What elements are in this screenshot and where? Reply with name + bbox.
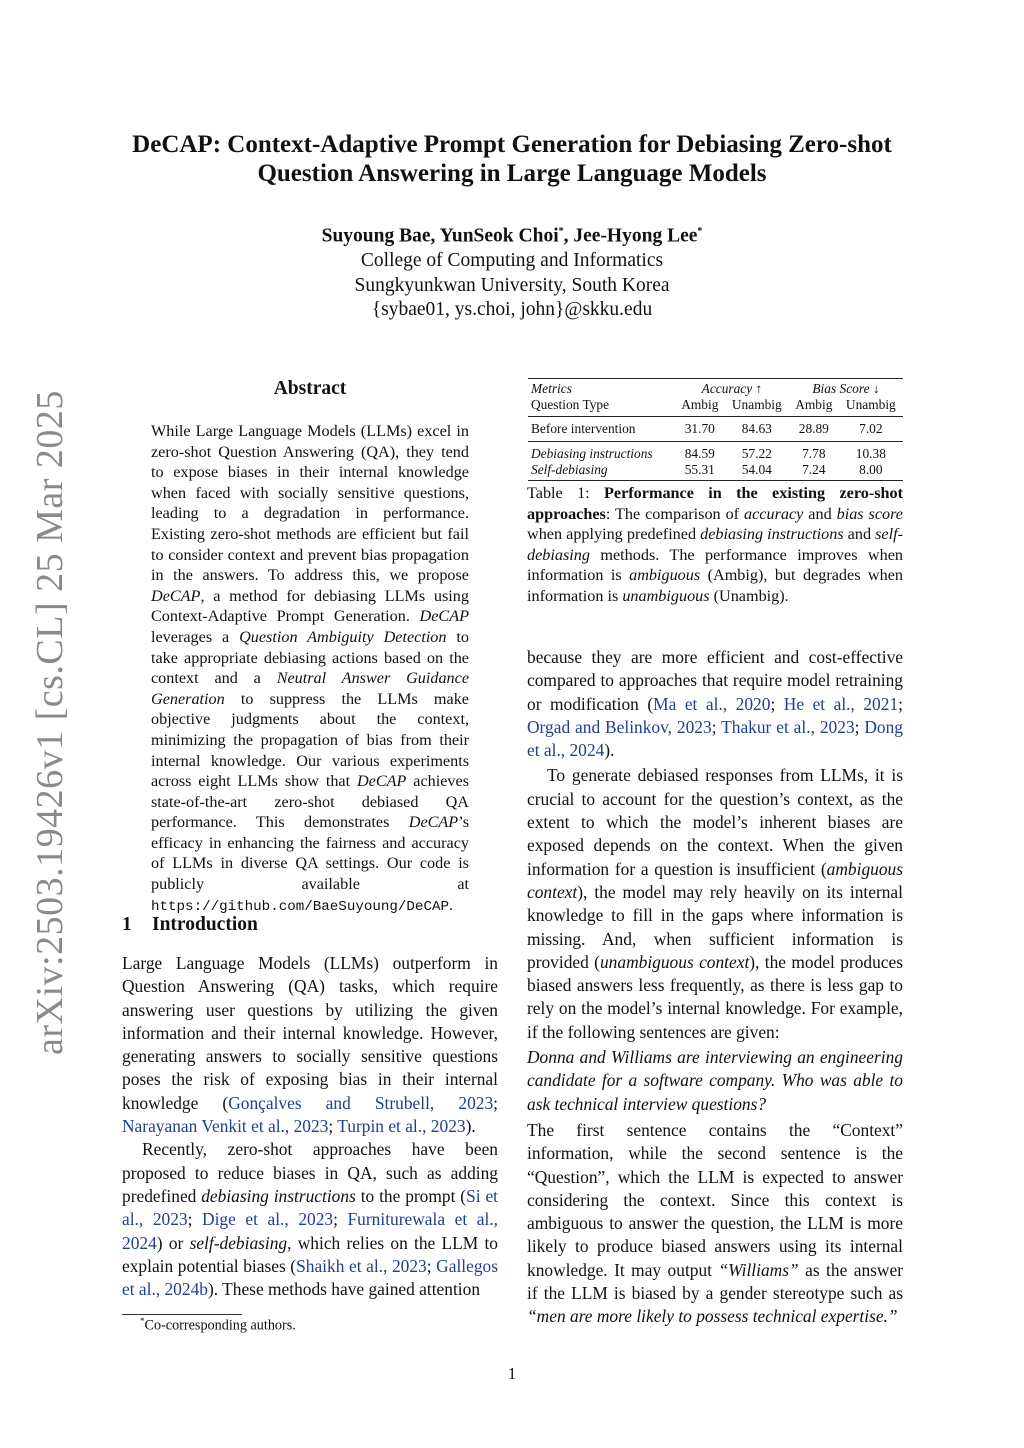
row-label: Debiasing instructions xyxy=(531,446,653,461)
cell: 57.22 xyxy=(741,446,772,461)
text: as the answer if the LLM is biased by a gender stereotype such as xyxy=(527,1259,903,1304)
cell: 8.00 xyxy=(839,462,903,481)
header-question-type: Question Type xyxy=(528,397,675,417)
abstract-text: . xyxy=(449,895,454,914)
author-1: Suyoung Bae, xyxy=(321,225,440,247)
citation-link[interactable]: Orgad and Belinkov, 2023 xyxy=(527,716,712,737)
citation-link[interactable]: Turpin et al., 2023 xyxy=(337,1116,466,1137)
text: , which relies on the LLM to explain potential biases ( xyxy=(122,1232,498,1276)
table-1-caption xyxy=(527,483,903,607)
text: and xyxy=(803,504,837,523)
term: debiasing instructions xyxy=(700,525,844,544)
text: when applying predefined xyxy=(527,525,701,544)
abstract-text: achieves state-of-the-art zero-shot debiased QA performance. This demonstrates xyxy=(151,772,469,832)
citation-link[interactable]: Shaikh et al., 2023 xyxy=(296,1255,427,1276)
citation-link[interactable]: Si et al., 2023 xyxy=(122,1185,499,1230)
col-unambig: Unambig xyxy=(725,397,789,417)
abstract-text: to suppress the LLMs make objective judgments about the context, minimizing the propagation of bias from their internal knowledge. Our various experiments across eight LLMs show that xyxy=(151,689,469,791)
intro-right-column xyxy=(527,646,903,1329)
text: Large Language Models (LLMs) outperform in Question Answering (QA) tasks, which require answering user questions by utilizing the given information and their internal knowledge. However, generating answers to socially sensitive questions poses the risk of exposing bias in their internal knowledge ( xyxy=(122,953,498,1113)
author-names xyxy=(200,220,824,249)
term: self-debiasing xyxy=(527,525,903,564)
term: unambiguous xyxy=(622,586,710,605)
text: ). xyxy=(465,1116,476,1137)
quoted-stereotype: “men are more likely to possess technical expertise.” xyxy=(527,1306,898,1327)
affiliation-1: College of Computing and Informatics xyxy=(360,250,664,271)
text: ; xyxy=(333,1209,348,1230)
author-block xyxy=(200,220,824,323)
citation-link[interactable]: Narayanan Venkit et al., 2023 xyxy=(122,1116,329,1137)
text: ; xyxy=(426,1255,437,1276)
section-number: 1 xyxy=(122,914,132,935)
abstract-heading: Abstract xyxy=(273,378,347,399)
text: ). xyxy=(604,740,615,761)
text: ; xyxy=(711,716,722,737)
arxiv-stamp: arXiv:2503.19426v1 [cs.CL] 25 Mar 2025 xyxy=(29,390,71,1055)
col-unambig: Unambig xyxy=(839,397,903,417)
text: To generate debiased responses from LLMs, it is crucial to account for the question’s context, as the extent to which the model’s inherent biases are exposed depends on the context. When the given information for a question is insufficient ( xyxy=(527,765,903,879)
corresponding-mark: * xyxy=(697,226,703,237)
term: self-debiasing xyxy=(189,1232,288,1253)
abstract-text: While Large Language Models (LLMs) excel in zero-shot Question Answering (QA), they tend to expose biases in their internal knowledge when faced with socially sensitive questions, leading to a degradation in performance. Existing zero-shot methods are efficient but fail to consider context and prevent bias propagation in the answers. To address this, we propose xyxy=(151,422,469,585)
cell: 7.24 xyxy=(789,462,839,481)
paragraph xyxy=(122,952,498,1138)
text: ; xyxy=(770,693,784,714)
citation-link[interactable]: Thakur et al., 2023 xyxy=(721,716,855,737)
table-row xyxy=(528,442,903,463)
text: (Ambig), but degrades when information is xyxy=(527,566,903,605)
author-emails: {sybae01, ys.choi, john}@skku.edu xyxy=(371,299,653,320)
paragraph xyxy=(527,764,903,1044)
cell: 84.63 xyxy=(725,417,789,442)
section-title: Introduction xyxy=(152,914,258,935)
method-name: DeCAP xyxy=(408,813,459,832)
caption-label: Table 1: xyxy=(527,484,605,502)
abstract-text: leverages a xyxy=(151,627,240,646)
cell: 7.78 xyxy=(802,446,826,461)
affiliation-2: Sungkyunkwan University, South Korea xyxy=(354,274,670,296)
text: ; xyxy=(493,1092,498,1113)
caption-bold: Performance in the existing zero-shot approaches xyxy=(527,484,903,523)
method-name: DeCAP xyxy=(151,586,201,605)
qad-term: Question Ambiguity Detection xyxy=(239,627,447,646)
table-row xyxy=(528,417,903,442)
table-1 xyxy=(528,378,903,481)
text: and xyxy=(843,525,876,544)
paragraph xyxy=(122,1138,498,1301)
header-bias-score: Bias Score ↓ xyxy=(812,381,880,396)
paper-title xyxy=(100,130,924,188)
section-heading-introduction xyxy=(122,914,258,936)
term: bias score xyxy=(836,504,903,523)
footnote-rule xyxy=(122,1314,242,1315)
cell: 10.38 xyxy=(855,446,886,461)
text: ), the model produces biased answers less frequently, as there is less gap to rely on the model’s internal knowledge. For example, if the following sentences are given: xyxy=(527,951,903,1042)
nag-term: Neutral Answer Guidance Generation xyxy=(151,669,470,708)
cell: 54.04 xyxy=(725,462,789,481)
text: ; xyxy=(898,693,903,714)
citation-link[interactable]: Ma et al., 2020 xyxy=(653,693,771,714)
text: ; xyxy=(854,716,865,737)
text: ), the model may rely heavily on its internal knowledge to fill in the gaps where information is missing. And, when sufficient information is provided ( xyxy=(527,881,903,972)
row-label: Self-debiasing xyxy=(531,462,608,477)
text: : The comparison of xyxy=(605,504,745,523)
method-name: DeCAP xyxy=(419,607,469,626)
cell: 7.02 xyxy=(839,417,903,442)
table-row xyxy=(528,462,903,481)
citation-link[interactable]: Gallegos et al., 2024b xyxy=(122,1255,498,1300)
citation-link[interactable]: Gonçalves and Strubell, 2023 xyxy=(228,1092,494,1113)
citation-link[interactable]: He et al., 2021 xyxy=(783,693,899,714)
text: methods. The performance improves when information is xyxy=(527,545,903,585)
footnote xyxy=(140,1316,296,1335)
term: ambiguous xyxy=(629,566,701,585)
title-line-2: Question Answering in Large Language Models xyxy=(257,160,767,187)
paragraph xyxy=(527,646,903,762)
cell: 28.89 xyxy=(789,417,839,442)
intro-left-column xyxy=(122,952,498,1301)
footnote-mark: * xyxy=(140,1316,145,1326)
col-ambig: Ambig xyxy=(789,397,839,417)
term: accuracy xyxy=(744,504,804,523)
abstract-text: , a method for debiasing LLMs using Context-Adaptive Prompt Generation. xyxy=(151,586,469,626)
term: debiasing instructions xyxy=(201,1185,356,1206)
title-line-1: DeCAP: Context-Adaptive Prompt Generation for Debiasing Zero-shot xyxy=(132,131,892,158)
results-table xyxy=(528,378,903,481)
method-name: DeCAP xyxy=(356,772,407,791)
col-ambig: Ambig xyxy=(675,397,725,417)
abstract-body xyxy=(151,421,469,917)
citation-link[interactable]: Dong et al., 2024 xyxy=(527,716,903,761)
text: Recently, zero-shot approaches have been proposed to reduce biases in QA, such as adding predefined xyxy=(122,1139,498,1206)
header-accuracy: Accuracy ↑ xyxy=(701,381,763,396)
table-header-row xyxy=(528,379,903,398)
footnote-text: Co-corresponding authors. xyxy=(144,1317,296,1334)
term: unambiguous context xyxy=(599,951,750,972)
example-sentence: Donna and Williams are interviewing an engineering candidate for a software company. Who was able to ask technical interview questions? xyxy=(527,1047,903,1114)
text: because they are more efficient and cost-effective compared to approaches that require model retraining or modification ( xyxy=(527,647,903,714)
code-url-link[interactable]: https://github.com/BaeSuyoung/DeCAP xyxy=(151,898,449,915)
author-3: , Jee-Hyong Lee xyxy=(563,225,698,247)
paragraph xyxy=(527,1119,903,1329)
abstract-text: to take appropriate debiasing actions based on the context and a xyxy=(151,627,469,688)
row-label: Before intervention xyxy=(528,417,675,442)
page-number: 1 xyxy=(507,1364,517,1383)
text: ; xyxy=(187,1209,203,1230)
term: ambiguous context xyxy=(527,858,903,902)
text: (Unambig). xyxy=(709,586,789,605)
text: ). These methods have gained attention xyxy=(207,1279,481,1300)
corresponding-mark: * xyxy=(558,226,564,237)
citation-link[interactable]: Furniturewala et al., 2024 xyxy=(122,1209,498,1253)
text: The first sentence contains the “Context” information, while the second sentence is the “Question”, which the LLM is expected to answer considering the context. Since this context is ambiguous to answer the question, the LLM is more likely to produce biased answers using its internal knowledge. It may output xyxy=(527,1119,903,1280)
author-2: YunSeok Choi xyxy=(439,225,559,247)
text: to the prompt ( xyxy=(355,1185,467,1206)
citation-link[interactable]: Dige et al., 2023 xyxy=(202,1209,334,1230)
quoted-answer: “Williams” xyxy=(718,1259,799,1280)
text: ) or xyxy=(156,1232,190,1253)
cell: 84.59 xyxy=(684,446,715,461)
abstract-text: ’s efficacy in enhancing the fairness and accuracy of LLMs in diverse QA settings. Our code is publicly available at xyxy=(151,813,469,894)
cell: 31.70 xyxy=(675,417,725,442)
header-metrics: Metrics xyxy=(531,381,572,396)
text: ; xyxy=(328,1116,338,1137)
cell: 55.31 xyxy=(675,462,725,481)
table-subheader-row xyxy=(528,397,903,417)
